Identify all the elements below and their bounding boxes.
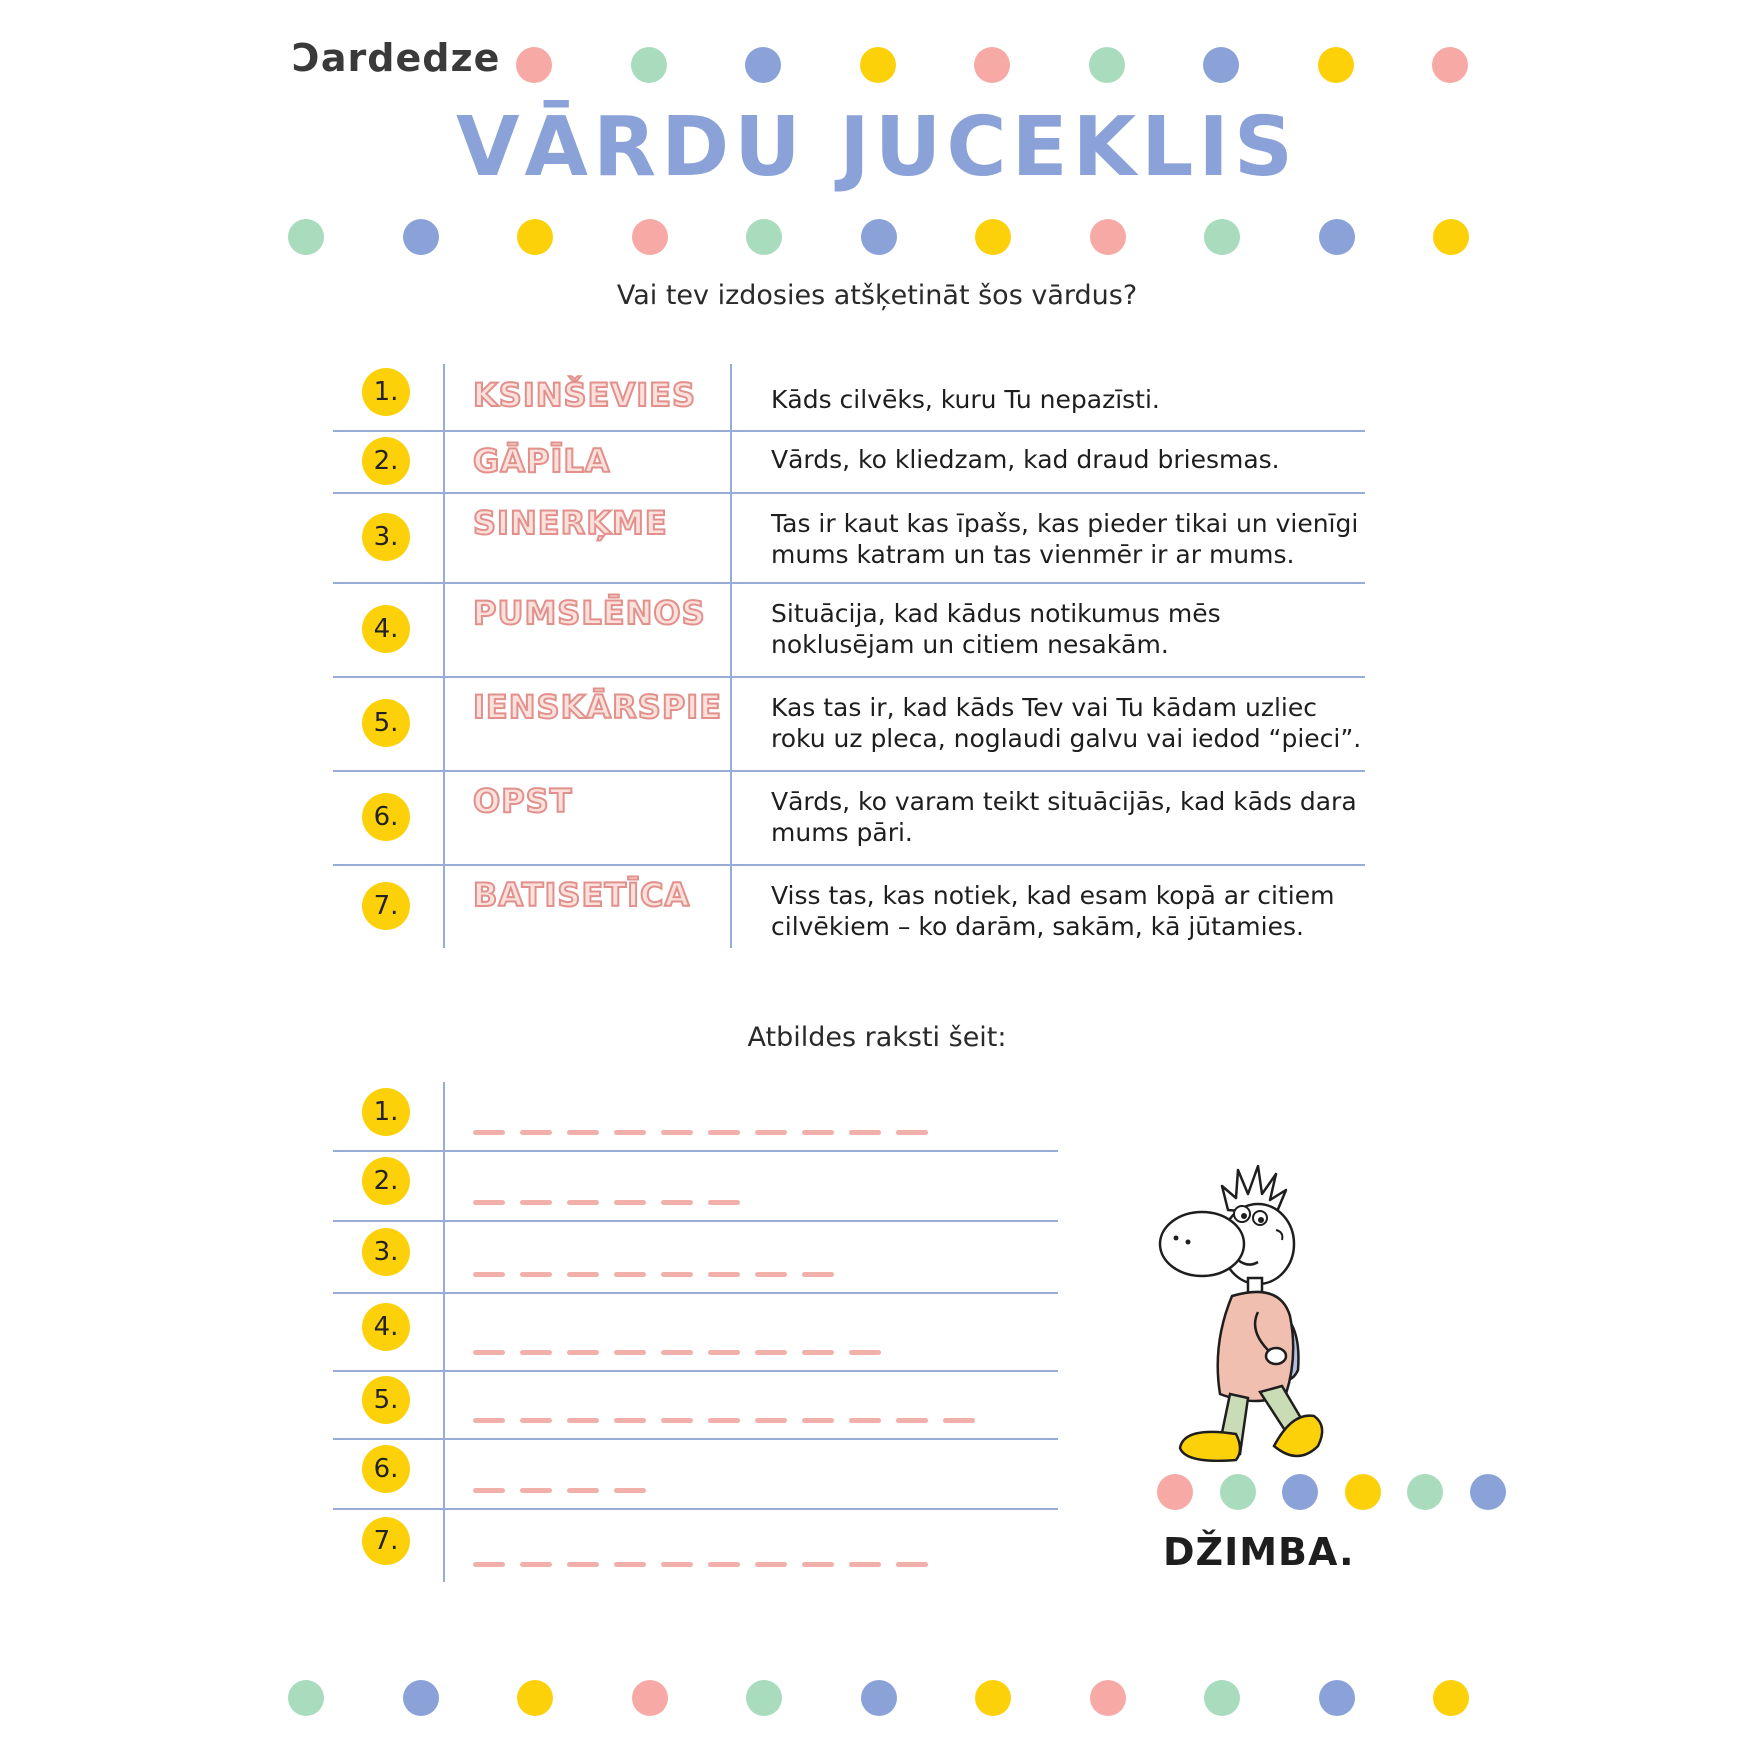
answers-heading: Atbildes raksti šeit: bbox=[747, 1022, 1007, 1053]
letter-blank[interactable] bbox=[567, 1130, 599, 1135]
letter-blank[interactable] bbox=[567, 1418, 599, 1423]
answer-number-badge: 3. bbox=[362, 1228, 410, 1276]
answer-number-badge: 1. bbox=[362, 1088, 410, 1136]
letter-blank[interactable] bbox=[473, 1130, 505, 1135]
decor-dot bbox=[631, 47, 667, 83]
letter-blank[interactable] bbox=[520, 1130, 552, 1135]
decor-dot bbox=[746, 219, 782, 255]
clue-table bbox=[333, 364, 1365, 952]
scrambled-word: IENSKĀRSPIE bbox=[473, 688, 723, 726]
scrambled-word: PUMSLĒNOS bbox=[473, 594, 706, 632]
letter-blank[interactable] bbox=[614, 1350, 646, 1355]
letter-blank[interactable] bbox=[520, 1562, 552, 1567]
answer-row[interactable] bbox=[333, 1082, 1058, 1152]
letter-blank[interactable] bbox=[708, 1350, 740, 1355]
decor-dot bbox=[517, 1680, 553, 1716]
mascot-name: DŽIMBA. bbox=[1163, 1530, 1355, 1574]
clue-number-badge: 1. bbox=[362, 368, 410, 416]
letter-blank[interactable] bbox=[896, 1418, 928, 1423]
decor-dot bbox=[288, 1680, 324, 1716]
letter-blank[interactable] bbox=[802, 1272, 834, 1277]
decor-dot bbox=[745, 47, 781, 83]
clue-description: Situācija, kad kādus notikumus mēs noklusējam un citiem nesakām. bbox=[771, 599, 1221, 659]
decor-dot bbox=[1433, 219, 1469, 255]
letter-blank[interactable] bbox=[520, 1350, 552, 1355]
answer-row[interactable] bbox=[333, 1220, 1058, 1294]
table-divider bbox=[443, 1082, 445, 1582]
mascot-illustration bbox=[1150, 1148, 1350, 1470]
decor-dot bbox=[288, 219, 324, 255]
letter-blank[interactable] bbox=[802, 1418, 834, 1423]
answer-row[interactable] bbox=[333, 1508, 1058, 1582]
letter-blank[interactable] bbox=[614, 1418, 646, 1423]
decor-dot bbox=[1319, 1680, 1355, 1716]
answer-number-badge: 7. bbox=[362, 1517, 410, 1565]
letter-blank[interactable] bbox=[755, 1562, 787, 1567]
decor-dot bbox=[1220, 1474, 1256, 1510]
answer-number-badge: 2. bbox=[362, 1157, 410, 1205]
letter-blank[interactable] bbox=[661, 1130, 693, 1135]
clue-description: Vārds, ko kliedzam, kad draud briesmas. bbox=[771, 445, 1280, 474]
clue-number-badge: 3. bbox=[362, 513, 410, 561]
answer-table bbox=[333, 1082, 1058, 1582]
letter-blank[interactable] bbox=[567, 1200, 599, 1205]
letter-blank[interactable] bbox=[520, 1488, 552, 1493]
letter-blank[interactable] bbox=[473, 1418, 505, 1423]
letter-blank[interactable] bbox=[849, 1130, 881, 1135]
decor-dot bbox=[1345, 1474, 1381, 1510]
clue-number-badge: 5. bbox=[362, 699, 410, 747]
letter-blank[interactable] bbox=[708, 1272, 740, 1277]
letter-blank[interactable] bbox=[567, 1488, 599, 1493]
letter-blank[interactable] bbox=[708, 1562, 740, 1567]
decor-dot bbox=[1089, 47, 1125, 83]
letter-blank[interactable] bbox=[567, 1272, 599, 1277]
letter-blank[interactable] bbox=[614, 1562, 646, 1567]
decor-dot bbox=[860, 47, 896, 83]
decor-dot bbox=[1407, 1474, 1443, 1510]
brand-logo: Ↄardedze bbox=[292, 36, 501, 80]
letter-blank[interactable] bbox=[661, 1200, 693, 1205]
answer-number-badge: 4. bbox=[362, 1303, 410, 1351]
scrambled-word: KSINŠEVIES bbox=[473, 376, 697, 414]
table-divider bbox=[730, 364, 732, 948]
letter-blank[interactable] bbox=[567, 1562, 599, 1567]
decor-dot bbox=[517, 219, 553, 255]
letter-blank[interactable] bbox=[943, 1418, 975, 1423]
decor-dot bbox=[1204, 219, 1240, 255]
letter-blank[interactable] bbox=[755, 1272, 787, 1277]
decor-dot bbox=[516, 47, 552, 83]
letter-blank[interactable] bbox=[755, 1130, 787, 1135]
letter-blank[interactable] bbox=[473, 1562, 505, 1567]
letter-blank[interactable] bbox=[567, 1350, 599, 1355]
letter-blank[interactable] bbox=[849, 1418, 881, 1423]
letter-blank[interactable] bbox=[520, 1200, 552, 1205]
letter-blank[interactable] bbox=[661, 1272, 693, 1277]
letter-blank[interactable] bbox=[708, 1130, 740, 1135]
letter-blank[interactable] bbox=[708, 1200, 740, 1205]
page-title: VĀRDU JUCEKLIS bbox=[456, 100, 1298, 195]
decor-dot bbox=[1157, 1474, 1193, 1510]
letter-blank[interactable] bbox=[849, 1562, 881, 1567]
scrambled-word: OPST bbox=[473, 782, 573, 820]
answer-row[interactable] bbox=[333, 1370, 1058, 1440]
clue-row bbox=[333, 864, 1365, 948]
clue-description: Tas ir kaut kas īpašs, kas pieder tikai un vienīgi mums katram un tas vienmēr ir ar mums. bbox=[771, 509, 1359, 569]
letter-blank[interactable] bbox=[614, 1200, 646, 1205]
decor-dot bbox=[632, 219, 668, 255]
decor-dot bbox=[1090, 1680, 1126, 1716]
decor-dot bbox=[1282, 1474, 1318, 1510]
decor-dot bbox=[975, 1680, 1011, 1716]
letter-blank[interactable] bbox=[614, 1130, 646, 1135]
decor-dot bbox=[1204, 1680, 1240, 1716]
clue-number-badge: 7. bbox=[362, 882, 410, 930]
answer-number-badge: 5. bbox=[362, 1376, 410, 1424]
clue-description: Vārds, ko varam teikt situācijās, kad kāds dara mums pāri. bbox=[771, 787, 1357, 847]
letter-blank[interactable] bbox=[473, 1350, 505, 1355]
letter-blank[interactable] bbox=[755, 1418, 787, 1423]
letter-blank[interactable] bbox=[755, 1350, 787, 1355]
letter-blank[interactable] bbox=[802, 1562, 834, 1567]
clue-number-badge: 2. bbox=[362, 437, 410, 485]
letter-blank[interactable] bbox=[802, 1130, 834, 1135]
letter-blank[interactable] bbox=[473, 1200, 505, 1205]
scrambled-word: SINERĶME bbox=[473, 504, 668, 542]
decor-dot bbox=[1318, 47, 1354, 83]
decor-dot bbox=[975, 219, 1011, 255]
letter-blank[interactable] bbox=[661, 1418, 693, 1423]
letter-blank[interactable] bbox=[520, 1272, 552, 1277]
letter-blank[interactable] bbox=[896, 1562, 928, 1567]
decor-dot bbox=[1470, 1474, 1506, 1510]
letter-blank[interactable] bbox=[661, 1350, 693, 1355]
clue-row bbox=[333, 430, 1365, 494]
decor-dot bbox=[1432, 47, 1468, 83]
decor-dot bbox=[403, 1680, 439, 1716]
decor-dot bbox=[1319, 219, 1355, 255]
decor-dot bbox=[1433, 1680, 1469, 1716]
letter-blank[interactable] bbox=[896, 1130, 928, 1135]
scrambled-word: GĀPĪLA bbox=[473, 442, 611, 480]
subtitle: Vai tev izdosies atšķetināt šos vārdus? bbox=[616, 280, 1138, 311]
answer-row[interactable] bbox=[333, 1150, 1058, 1222]
answer-row[interactable] bbox=[333, 1438, 1058, 1510]
clue-row bbox=[333, 676, 1365, 772]
answer-number-badge: 6. bbox=[362, 1445, 410, 1493]
letter-blank[interactable] bbox=[473, 1488, 505, 1493]
clue-description: Kāds cilvēks, kuru Tu nepazīsti. bbox=[771, 385, 1160, 414]
table-divider bbox=[443, 364, 445, 948]
clue-row bbox=[333, 492, 1365, 584]
decor-dot bbox=[403, 219, 439, 255]
decor-dot bbox=[746, 1680, 782, 1716]
letter-blank[interactable] bbox=[614, 1488, 646, 1493]
letter-blank[interactable] bbox=[473, 1272, 505, 1277]
clue-description: Kas tas ir, kad kāds Tev vai Tu kādam uzliec roku uz pleca, noglaudi galvu vai iedod “pieci”. bbox=[771, 693, 1362, 753]
scrambled-word: BATISETĪCA bbox=[473, 876, 691, 914]
letter-blank[interactable] bbox=[802, 1350, 834, 1355]
decor-dot bbox=[861, 1680, 897, 1716]
clue-row bbox=[333, 582, 1365, 678]
clue-description: Viss tas, kas notiek, kad esam kopā ar citiem cilvēkiem – ko darām, sakām, kā jūtamies. bbox=[771, 881, 1335, 941]
letter-blank[interactable] bbox=[614, 1272, 646, 1277]
decor-dot bbox=[861, 219, 897, 255]
clue-number-badge: 4. bbox=[362, 605, 410, 653]
decor-dot bbox=[1090, 219, 1126, 255]
decor-dot bbox=[974, 47, 1010, 83]
letter-blank[interactable] bbox=[849, 1350, 881, 1355]
clue-row bbox=[333, 364, 1365, 432]
decor-dot bbox=[1203, 47, 1239, 83]
letter-blank[interactable] bbox=[520, 1418, 552, 1423]
letter-blank[interactable] bbox=[708, 1418, 740, 1423]
decor-dot bbox=[632, 1680, 668, 1716]
answer-row[interactable] bbox=[333, 1292, 1058, 1372]
letter-blank[interactable] bbox=[661, 1562, 693, 1567]
clue-number-badge: 6. bbox=[362, 793, 410, 841]
clue-row bbox=[333, 770, 1365, 866]
